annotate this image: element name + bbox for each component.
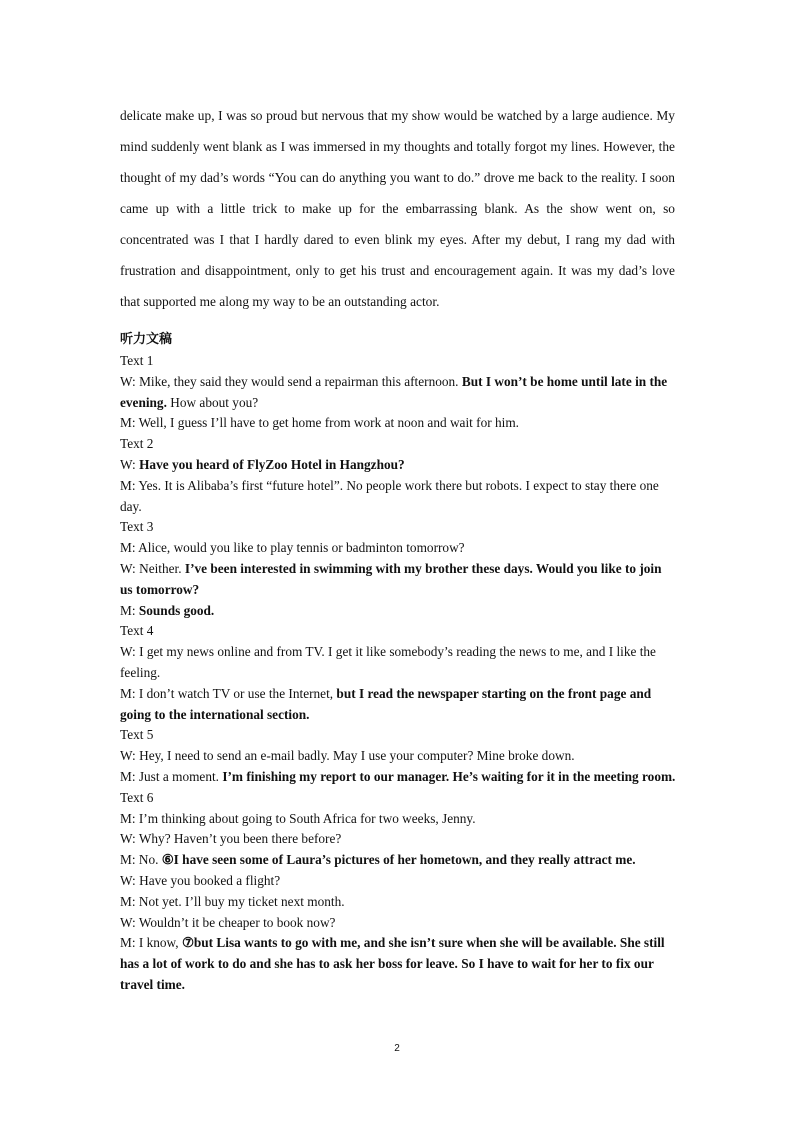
dialogue-text: Alice, would you like to play tennis or badminton tomorrow? [135,540,465,556]
dialogue-line [120,850,676,871]
dialogue-text: Mike, they said they would send a repairman this afternoon. [135,373,462,389]
speaker-label: W: [120,456,136,472]
dialogue-line [120,684,676,726]
page-number: 2 [394,1043,400,1054]
essay-paragraph: delicate make up, I was so proud but nervous that my show would be watched by a large audience. My mind suddenly went blank as I was immersed in my thoughts and totally forgot my lines. However, the thought of my dad’s words “You can do anything you want to do.” drove me back to the reality. I soon came up with a little trick to make up for the embarrassing blank. As the show went on, so concentrated was I that I hardly dared to even blink my eyes. After my debut, I rang my dad with frustration and disappointment, only to get his trust and encouragement again. It was my dad’s love that supported me along my way to be an outstanding actor. [120,108,675,309]
speaker-label: W: [120,560,136,576]
dialogue-text: Just a moment. [135,768,223,784]
dialogue-line [120,871,676,892]
speaker-label: W: [120,373,136,389]
dialogue-line [120,642,676,684]
dialogue-text: How about you? [166,394,259,410]
answer-key-text: but I read the newspaper starting on the front page and going to the international section. [120,685,652,722]
dialogue-text: Hey, I need to send an e-mail badly. May I use your computer? Mine broke down. [135,748,575,764]
answer-key-text: I’m finishing my report to our manager. He’s waiting for it in the meeting room. [222,768,676,784]
dialogue-text: I know, [135,935,182,951]
dialogue-line [120,559,676,601]
dialogue-line [120,413,676,434]
speaker-label: M: [120,935,136,951]
dialogue-line [120,455,676,476]
speaker-label: M: [120,893,136,909]
dialogue-line [120,933,676,995]
answer-key-text: ⑥I have seen some of Laura’s pictures of her hometown, and they really attract me. [161,852,636,868]
answer-key-text: Sounds good. [138,602,215,618]
dialogue-line [120,601,676,622]
speaker-label: W: [120,831,136,847]
speaker-label: M: [120,852,136,868]
speaker-label: M: [120,810,136,826]
dialogue-text: Well, I guess I’ll have to get home from work at noon and wait for him. [135,415,519,431]
dialogue-text: Wouldn’t it be cheaper to book now? [135,914,336,930]
speaker-label: M: [120,768,136,784]
dialogue-line [120,372,676,414]
answer-key-text: But I won’t be home until late in the evening. [120,373,668,410]
speaker-label: M: [120,685,136,701]
dialogue-line [120,476,676,518]
text-label: Text 3 [120,519,154,535]
dialogue-line [120,809,676,830]
dialogue-line [120,892,676,913]
listening-transcript [120,329,676,996]
dialogue-line [120,746,676,767]
answer-key-text: Have you heard of FlyZoo Hotel in Hangzhou? [139,456,405,472]
essay-section [120,100,675,317]
speaker-label: W: [120,644,136,660]
answer-key-text: I’ve been interested in swimming with my brother these days. Would you like to join us tomorrow? [120,560,662,597]
speaker-label: W: [120,748,136,764]
dialogue-line [120,538,676,559]
dialogue-line [120,829,676,850]
dialogue-text: Yes. It is Alibaba’s first “future hotel”. No people work there but robots. I expect to stay there one day. [120,477,659,514]
text-label: Text 5 [120,727,154,743]
dialogue-text: I don’t watch TV or use the Internet, [135,685,337,701]
text-label: Text 2 [120,436,154,452]
dialogue-text: I’m thinking about going to South Africa for two weeks, Jenny. [135,810,476,826]
text-label: Text 1 [120,353,154,368]
dialogue-line [120,913,676,934]
dialogue-text: I get my news online and from TV. I get it like somebody’s reading the news to me, and I like the feeling. [120,644,656,680]
answer-key-text: ⑦but Lisa wants to go with me, and she isn’t sure when she will be available. She still has a lot of work to do and she has to ask her boss for leave. So I have to wait for her to fix our travel time. [120,935,665,992]
dialogue-text: Have you booked a flight? [135,872,281,888]
dialogue-text: Why? Haven’t you been there before? [135,831,342,847]
speaker-label: W: [120,872,136,888]
text-label: Text 6 [120,789,154,805]
speaker-label: W: [120,914,136,930]
dialogue-text: Neither. [135,560,185,576]
speaker-label: M: [120,602,136,618]
text-label: Text 4 [120,623,154,639]
speaker-label: M: [120,477,136,493]
dialogue-text: Not yet. I’ll buy my ticket next month. [135,893,345,909]
dialogue-line [120,767,676,788]
transcript-heading: 听力文稿 [120,332,173,347]
speaker-label: M: [120,540,136,556]
dialogue-text: No. [135,852,162,868]
transcript-body [120,351,676,996]
speaker-label: M: [120,415,136,431]
